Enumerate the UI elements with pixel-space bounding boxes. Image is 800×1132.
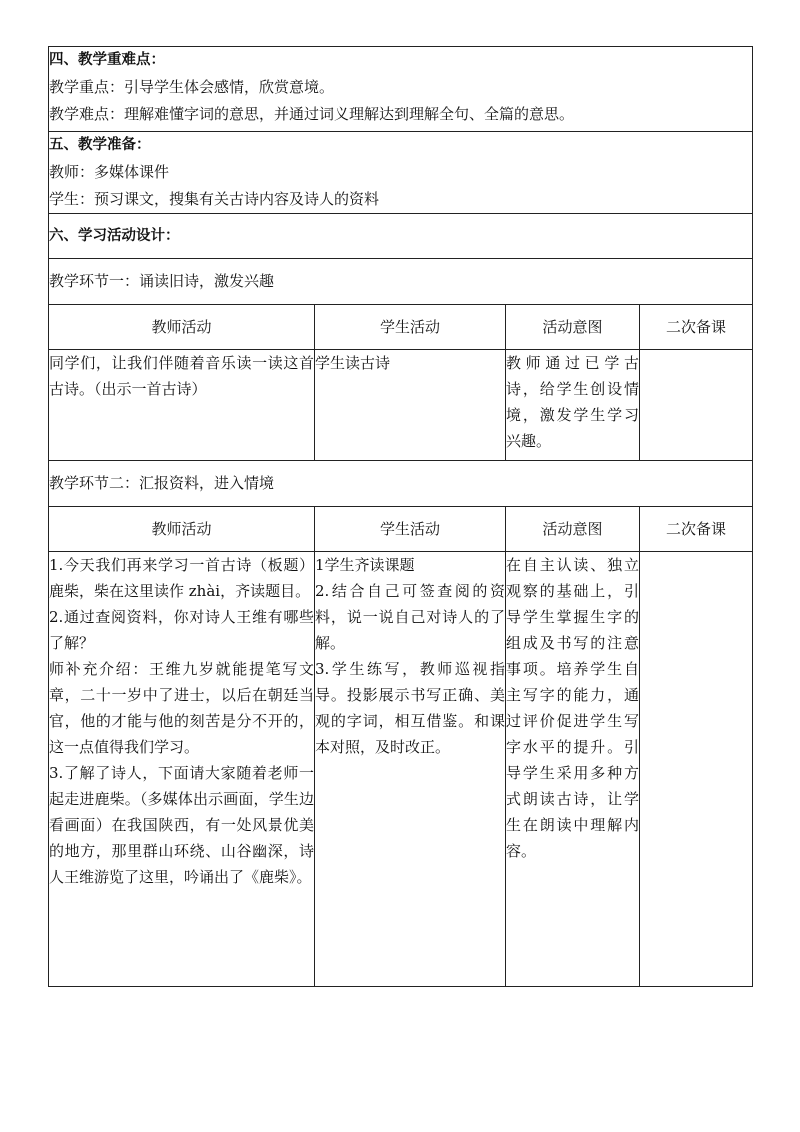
segment-2-title-row — [49, 461, 753, 507]
segment-2-header-row — [49, 507, 753, 552]
column-header-student: 学生活动 — [315, 305, 506, 350]
segment-2-student-activity — [315, 552, 506, 987]
section-6-row — [49, 214, 753, 259]
segment-1-title: 教学环节一：诵读旧诗，激发兴趣 — [49, 259, 753, 305]
segment-2-content-row — [49, 552, 753, 987]
segment-2-intent: 在自主认读、独立观察的基础上，引导学生掌握生字的组成及书写的注意事项。培养学生自主写字的能力，通过评价促进学生写字水平的提升。引导学生采用多种方式朗读古诗，让学生在朗读中理解内容。 — [506, 552, 640, 987]
section-6-heading: 六、学习活动设计： — [49, 214, 753, 259]
section-4-heading: 四、教学重难点： — [49, 52, 165, 68]
section-4-row — [49, 47, 753, 132]
student-prep-text: 学生：预习课文，搜集有关古诗内容及诗人的资料 — [49, 190, 380, 208]
segment-1-second-prep — [640, 350, 753, 461]
segment-2-title: 教学环节二：汇报资料，进入情境 — [49, 461, 753, 507]
segment-1-header-row — [49, 305, 753, 350]
lesson-plan-table — [48, 46, 753, 987]
difficult-point-text: 教学难点：理解难懂字词的意思，并通过词义理解达到理解全句、全篇的意思。 — [49, 105, 575, 123]
teacher-step-2: 2.通过查阅资料，你对诗人王维有哪些了解？ — [49, 608, 314, 652]
student-step-1: 1学生齐读课题 — [315, 556, 415, 574]
segment-2-second-prep — [640, 552, 753, 987]
column-header-teacher: 教师活动 — [49, 305, 315, 350]
segment-1-teacher-activity: 同学们，让我们伴随着音乐读一读这首古诗。（出示一首古诗） — [49, 350, 315, 461]
segment-1-title-row — [49, 259, 753, 305]
teacher-supplement: 师补充介绍：王维九岁就能提笔写文章，二十一岁中了进士，以后在朝廷当官，他的才能与他的刻苦是分不开的，这一点值得我们学习。 — [49, 660, 314, 756]
segment-2-teacher-activity — [49, 552, 315, 987]
segment-1-content-row — [49, 350, 753, 461]
section-5-row — [49, 132, 753, 214]
teacher-step-1: 1.今天我们再来学习一首古诗（板题）鹿柴，柴在这里读作 zhài，齐读题目。 — [49, 556, 314, 600]
column-header-second-prep: 二次备课 — [640, 305, 753, 350]
column-header-intent: 活动意图 — [506, 507, 640, 552]
teacher-step-3: 3.了解了诗人，下面请大家随着老师一起走进鹿柴。（多媒体出示画面，学生边看画面）在我国陕西，有一处风景优美的地方，那里群山环绕、山谷幽深，诗人王维游览了这里，吟诵出了《鹿柴》。 — [49, 764, 314, 886]
segment-1-student-activity: 学生读古诗 — [315, 350, 506, 461]
key-point-text: 教学重点：引导学生体会感情，欣赏意境。 — [49, 78, 335, 96]
column-header-teacher: 教师活动 — [49, 507, 315, 552]
column-header-intent: 活动意图 — [506, 305, 640, 350]
section-5-heading: 五、教学准备： — [49, 137, 151, 153]
column-header-second-prep: 二次备课 — [640, 507, 753, 552]
student-step-2: 2.结合自己可签查阅的资料，说一说自己对诗人的了解。 — [315, 582, 505, 652]
teacher-prep-text: 教师：多媒体课件 — [49, 163, 170, 181]
segment-1-intent: 教师通过已学古诗，给学生创设情境，激发学生学习兴趣。 — [506, 350, 640, 461]
column-header-student: 学生活动 — [315, 507, 506, 552]
student-step-3: 3.学生练写，教师巡视指导。投影展示书写正确、美观的字词，相互借鉴。和课本对照，及时改正。 — [315, 660, 505, 756]
